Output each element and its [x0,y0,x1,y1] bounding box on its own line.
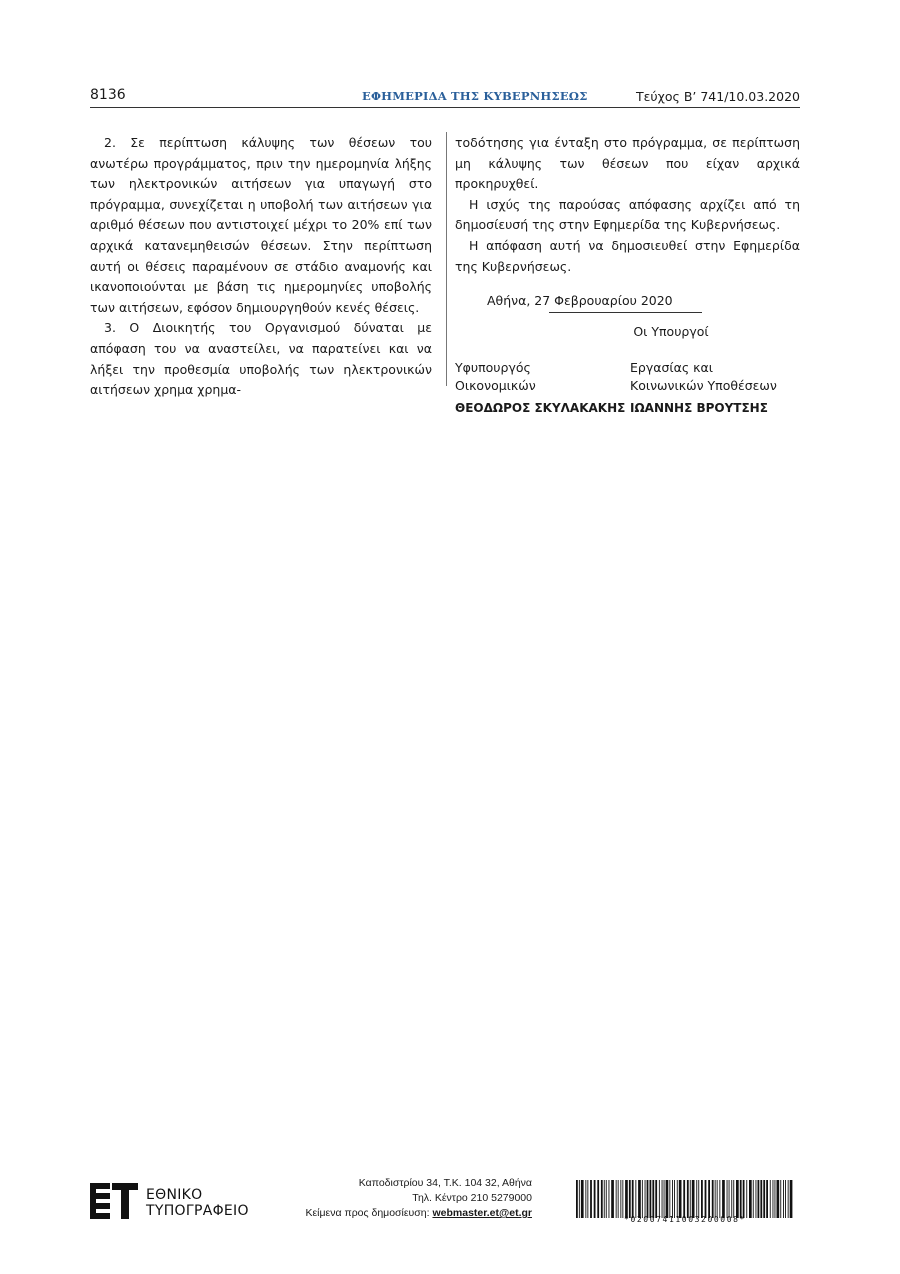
signatory-title: Κοινωνικών Υποθέσεων [630,378,777,394]
barcode-bar [604,1180,605,1218]
left-column [90,133,432,401]
submission-label: Κείμενα προς δημοσίευση: [305,1207,430,1219]
barcode-bar [652,1180,654,1218]
barcode-bar [585,1180,586,1218]
issue-number: Τεύχος Β’ 741/10.03.2020 [636,89,800,104]
barcode-bar [746,1180,747,1218]
barcode-bar [611,1180,614,1218]
et-logo-icon [90,1183,138,1219]
barcode-bar [655,1180,657,1218]
barcode-bar [698,1180,699,1218]
barcode-bar [666,1180,669,1218]
barcode-text: *02007411003200008* [624,1215,746,1224]
paragraph-3-continuation: τοδότησης για ένταξη στο πρόγραμμα, σε περίπτωση μη κάλυψης των θέσεων που είχαν αρχικά προκηρυχθεί. [455,135,800,192]
date-line: Αθήνα, 27 Φεβρουαρίου 2020 [487,293,673,309]
barcode-bar [717,1180,718,1218]
barcode-bar [618,1180,619,1218]
logo-line-2: ΤΥΠΟΓΡΑΦΕΙΟ [146,1203,249,1219]
signatory-name: ΙΩΑΝΝΗΣ ΒΡΟΥΤΣΗΣ [630,401,768,416]
signatory-title: Υφυπουργός [455,360,531,376]
barcode-bar [638,1180,641,1218]
barcode-bar [758,1180,760,1218]
barcode-bar [708,1180,710,1218]
page-number: 8136 [90,87,126,103]
barcode-bar [662,1180,663,1218]
barcode-bar [601,1180,603,1218]
barcode-bar [659,1180,660,1218]
barcode-bar [780,1180,781,1218]
paragraph-3: 3. Ο Διοικητής του Οργανισμού δύναται με απόφαση του να αναστείλει, να παρατείνει και να λήξει την προθεσμία υποβολής των ηλεκτρονικών αιτήσεων χρημα χρημα- [90,320,432,398]
signatory-1 [455,359,630,417]
barcode-bar [579,1180,580,1218]
barcode-bar [753,1180,754,1218]
barcode-bar [696,1180,697,1218]
barcode-bar [775,1180,776,1218]
barcode-bar [616,1180,617,1218]
barcode-bar [645,1180,646,1218]
phone: Τηλ. Κέντρο 210 5279000 [412,1192,532,1204]
barcode-bar [760,1180,762,1218]
barcode-bar [687,1180,689,1218]
effective-date-paragraph: Η ισχύς της παρούσας απόφασης αρχίζει από τη δημοσίευσή της στην Εφημερίδα της Κυβερνήσεως. [455,196,800,233]
logo-line-1: ΕΘΝΙΚΟ [146,1187,203,1203]
barcode-bar [690,1180,691,1218]
ministers-caption: Οι Υπουργοί [633,323,709,339]
barcode-bar [647,1180,649,1218]
barcode-bar [669,1180,670,1218]
barcode-bar [777,1180,780,1218]
barcode-icon [574,1180,796,1218]
barcode-bar [683,1180,685,1218]
logo-text [146,1187,249,1219]
submission-email-link[interactable]: webmaster.et@et.gr [432,1207,532,1219]
barcode-bar [692,1180,695,1218]
barcode-bar [783,1180,784,1218]
barcode-bar [701,1180,703,1218]
publication-paragraph: Η απόφαση αυτή να δημοσιευθεί στην Εφημερίδα της Κυβερνήσεως. [455,237,800,274]
barcode-bar [756,1180,757,1218]
barcode-bar [620,1180,621,1218]
barcode-bar [740,1180,742,1218]
barcode-bar [674,1180,675,1218]
barcode-bar [766,1180,768,1218]
barcode-bar [733,1180,734,1218]
barcode-bar [629,1180,631,1218]
barcode-bar [770,1180,771,1218]
barcode-bar [679,1180,682,1218]
barcode-bar [715,1180,716,1218]
barcode-bar [727,1180,728,1218]
header-rule [90,107,800,108]
national-printing-office-logo [90,1183,250,1221]
address: Καποδιστρίου 34, Τ.Κ. 104 32, Αθήνα [358,1177,532,1189]
barcode-bar [763,1180,765,1218]
barcode-bar [587,1180,588,1218]
barcode-bar [576,1180,578,1218]
barcode-bar [642,1180,643,1218]
barcode-bar [736,1180,739,1218]
barcode-bar [625,1180,628,1218]
barcode-bar [590,1180,592,1218]
barcode-bar [597,1180,599,1218]
barcode-bar [650,1180,652,1218]
barcode-bar [594,1180,596,1218]
footer-address [305,1176,532,1221]
signatory-title: Εργασίας και [630,360,714,376]
barcode-bar [712,1180,714,1218]
right-column [455,133,800,417]
signatory-name: ΘΕΟΔΩΡΟΣ ΣΚΥΛΑΚΑΚΗΣ [455,401,626,416]
paragraph-2: 2. Σε περίπτωση κάλυψης των θέσεων του ανωτέρω προγράμματος, πριν την ημερομηνία λήξης των ηλεκτρονικών αιτήσεων για υπαγωγή στο πρόγραμμα, συνεχίζεται η υποβολή των αιτήσεων για αριθμό θέσεων που αντιστοιχεί μέχρι το 20% επί των αρχικά κατανεμηθεισών θέσεων. Στην περίπτωση αυτή οι θέσεις παραμένουν σε στάδιο αναμονής και ικανοποιούνται με βάση τις ημερομηνίες υποβολής των αιτήσεων, εφόσον δημιουργηθούν κενές θέσεις. [90,135,432,315]
signatures [455,359,800,417]
signatory-2 [630,359,800,417]
barcode-bar [664,1180,665,1218]
barcode-bar [705,1180,707,1218]
barcode-bar [749,1180,752,1218]
barcode-bar [790,1180,793,1218]
barcode-bar [609,1180,610,1218]
barcode-bar [773,1180,774,1218]
barcode-bar [743,1180,745,1218]
submission-line [305,1206,532,1221]
barcode-bar [677,1180,678,1218]
barcode-bar [731,1180,732,1218]
barcode-bar [719,1180,720,1218]
barcode-bar [729,1180,730,1218]
barcode-bar [722,1180,725,1218]
barcode-bar [622,1180,623,1218]
barcode-bar [672,1180,673,1218]
barcode-bar [632,1180,634,1218]
barcode-bar [581,1180,584,1218]
ministers-rule [549,312,702,313]
column-divider [446,132,447,386]
signatory-title: Οικονομικών [455,378,536,394]
barcode-bar [635,1180,636,1218]
barcode-bar [606,1180,607,1218]
barcode-bar [788,1180,789,1218]
gazette-title: ΕΦΗΜΕΡΙΔΑ ΤΗΣ ΚΥΒΕΡΝΗΣΕΩΣ [362,89,588,103]
barcode-bar [785,1180,786,1218]
